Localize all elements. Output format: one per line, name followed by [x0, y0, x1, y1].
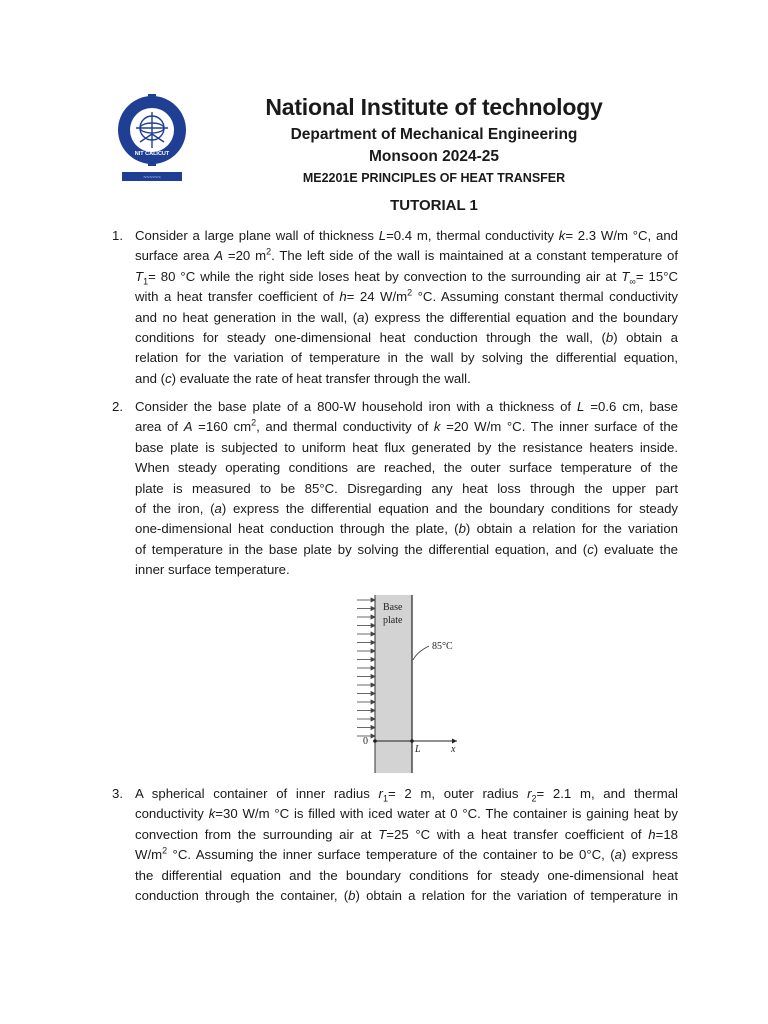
svg-text:~~~~~~: ~~~~~~	[143, 175, 161, 181]
q2-line-4: When steady operating conditions are reached, the outer surface temperature of the	[135, 460, 678, 476]
heat-flux-arrowhead	[371, 649, 375, 653]
heat-flux-arrowhead	[371, 607, 375, 611]
q1-line-8: and (c) evaluate the rate of heat transfer through the wall.	[135, 370, 471, 386]
heat-flux-arrowhead	[371, 598, 375, 602]
q3-line-5: the differential equation and the boundary conditions for steady one-dimensional heat	[135, 867, 678, 883]
tutorial-title: TUTORIAL 1	[390, 197, 478, 214]
q3-line-4: $W/m^2$ °C. Assuming the inner surface temperature of the container to be 0°C, (a) express	[135, 845, 678, 863]
thickness-label: L	[415, 744, 421, 755]
heat-flux-arrowhead	[371, 683, 375, 687]
axis-label: x	[451, 744, 456, 755]
heat-flux-arrowhead	[371, 717, 375, 721]
q1-line-6: conditions for steady one-dimensional heat conduction through the wall, (b) obtain a	[135, 330, 678, 346]
heat-flux-arrowhead	[371, 666, 375, 670]
q2-line-2: area of A =160 $cm^2$, and thermal conductivity of k =20 W/m °C. The inner surface of the	[135, 418, 679, 435]
course-title: ME2201E PRINCIPLES OF HEAT TRANSFER	[302, 171, 566, 185]
q1-line-1: Consider a large plane wall of thickness L=0.4 m, thermal conductivity k= 2.3 W/m °C, and	[135, 228, 678, 243]
question-3	[112, 784, 678, 906]
q2-line-7: one-dimensional heat conduction through the plate, (b) obtain a relation for the variation	[135, 521, 678, 537]
q2-line-6: of the iron, (a) express the differential equation and the boundary conditions for steady	[135, 501, 678, 517]
q2-line-3: base plate is subjected to uniform heat flux generated by the resistance heaters inside.	[135, 439, 678, 455]
q1-line-5: and no heat generation in the wall, (a) express the differential equation and the boundary	[135, 309, 679, 325]
heat-flux-arrowhead	[371, 632, 375, 636]
question-number: 1.	[112, 228, 123, 243]
logo-caption: NIT CALICUT	[134, 151, 170, 157]
q1-line-4: with a heat transfer coefficient of h= 24 $W/m^2$ °C. Assuming constant thermal conductivity	[135, 287, 679, 305]
q3-line-6: conduction through the container, (b) obtain a relation for the variation of temperature in	[135, 888, 678, 904]
plate-label-line-1: Base	[383, 602, 403, 613]
heat-flux-arrowhead	[371, 658, 375, 662]
origin-label: 0	[363, 736, 368, 747]
question-number: 3.	[112, 786, 123, 801]
heat-flux-arrowhead	[371, 675, 375, 679]
question-2	[112, 397, 678, 581]
heat-flux-arrowhead	[371, 700, 375, 704]
heat-flux-arrowhead	[371, 709, 375, 713]
heat-flux-arrowhead	[371, 734, 375, 738]
q2-line-5: plate is measured to be 85°C. Disregarding any heat loss through the upper part	[135, 480, 678, 496]
semester-title: Monsoon 2024-25	[368, 148, 500, 165]
heat-flux-arrowhead	[371, 624, 375, 628]
heat-flux-arrowhead	[371, 615, 375, 619]
question-1	[112, 226, 678, 389]
heat-flux-arrowhead	[371, 641, 375, 645]
q1-line-2: surface area A =20 $m^2$. The left side of the wall is maintained at a constant temperature of	[135, 247, 679, 264]
plate-label-line-2: plate	[383, 615, 403, 626]
temp-leader-line	[413, 646, 429, 660]
question-number: 2.	[112, 399, 123, 414]
heat-flux-arrowhead	[371, 692, 375, 696]
q1-line-3: $T_1= 80$ °C while the right side loses heat by convection to the surrounding air at $T_\infty= 15^\circ C$	[135, 268, 678, 287]
q2-line-1: Consider the base plate of a 800-W household iron with a thickness of L =0.6 cm, base	[135, 399, 678, 414]
q1-line-7: relation for the variation of temperature in the wall by solving the differential equation,	[135, 350, 678, 366]
q3-line-2: conductivity k=30 W/m °C is filled with iced water at 0 °C. The container is gaining heat by	[135, 806, 678, 822]
q2-line-9: inner surface temperature.	[135, 562, 290, 578]
temp-label: 85°C	[432, 641, 453, 652]
base-plate-figure	[345, 590, 465, 775]
department-title: Department of Mechanical Engineering	[290, 126, 578, 143]
q3-line-1: A spherical container of inner radius $r_1= 2$ m, outer radius $r_2= 2.1$ m, and thermal	[135, 786, 678, 804]
q3-line-3: convection from the surrounding air at T=25 °C with a heat transfer coefficient of h=18	[135, 826, 678, 842]
q2-line-8: of temperature in the base plate by solving the differential equation, and (c) evaluate the	[135, 541, 678, 557]
institute-title: National Institute of technology	[265, 94, 603, 120]
heat-flux-arrowhead	[371, 726, 375, 730]
